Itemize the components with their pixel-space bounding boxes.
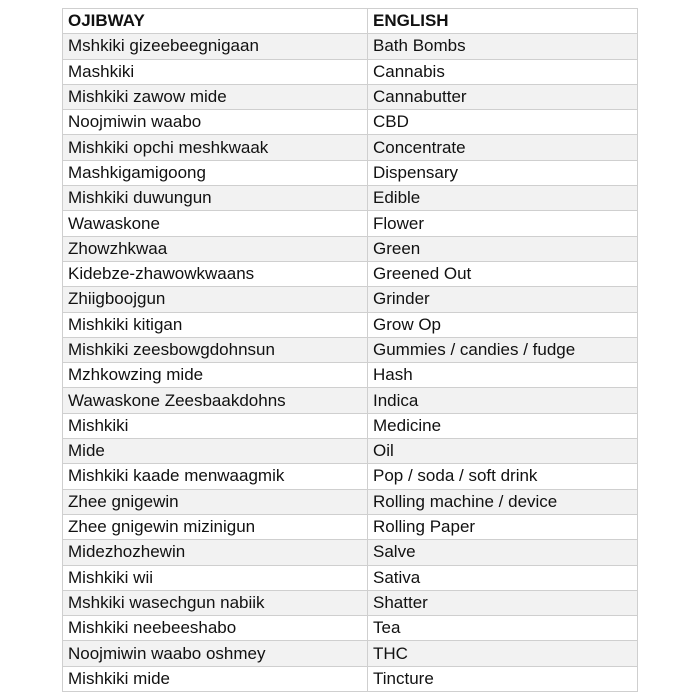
table-row [63, 160, 638, 185]
table-row [63, 363, 638, 388]
table-row [63, 186, 638, 211]
table-row [63, 514, 638, 539]
header-row [63, 9, 638, 34]
ojibway-cell: Mashkigamigoong [63, 160, 368, 185]
table-row [63, 312, 638, 337]
english-cell: Salve [368, 540, 638, 565]
column-header-english: ENGLISH [368, 9, 638, 34]
english-cell: Shatter [368, 590, 638, 615]
ojibway-cell: Wawaskone [63, 211, 368, 236]
table-row [63, 337, 638, 362]
vocabulary-table [62, 8, 638, 692]
table-row [63, 261, 638, 286]
ojibway-cell: Mishkiki duwungun [63, 186, 368, 211]
english-cell: Green [368, 236, 638, 261]
ojibway-cell: Mishkiki [63, 413, 368, 438]
ojibway-cell: Noojmiwin waabo [63, 110, 368, 135]
table-row [63, 34, 638, 59]
table-row [63, 211, 638, 236]
table-row [63, 439, 638, 464]
ojibway-cell: Mashkiki [63, 59, 368, 84]
english-cell: Medicine [368, 413, 638, 438]
table-row [63, 489, 638, 514]
table-row [63, 464, 638, 489]
english-cell: Cannabutter [368, 84, 638, 109]
ojibway-cell: Zhowzhkwaa [63, 236, 368, 261]
table-header [63, 9, 638, 34]
ojibway-cell: Mshkiki gizeebeegnigaan [63, 34, 368, 59]
english-cell: Concentrate [368, 135, 638, 160]
english-cell: Tincture [368, 666, 638, 691]
table-body [63, 34, 638, 692]
table-row [63, 641, 638, 666]
english-cell: Edible [368, 186, 638, 211]
ojibway-cell: Zhee gnigewin [63, 489, 368, 514]
table-row [63, 135, 638, 160]
english-cell: Rolling Paper [368, 514, 638, 539]
english-cell: Rolling machine / device [368, 489, 638, 514]
english-cell: Cannabis [368, 59, 638, 84]
english-cell: Flower [368, 211, 638, 236]
ojibway-cell: Mishkiki neebeeshabo [63, 616, 368, 641]
table-row [63, 110, 638, 135]
english-cell: Greened Out [368, 261, 638, 286]
english-cell: Pop / soda / soft drink [368, 464, 638, 489]
english-cell: Grow Op [368, 312, 638, 337]
ojibway-cell: Kidebze-zhawowkwaans [63, 261, 368, 286]
table-row [63, 287, 638, 312]
table-row [63, 413, 638, 438]
table-row [63, 59, 638, 84]
ojibway-cell: Mishkiki wii [63, 565, 368, 590]
table-row [63, 666, 638, 691]
english-cell: Sativa [368, 565, 638, 590]
ojibway-cell: Mishkiki zawow mide [63, 84, 368, 109]
column-header-ojibway: OJIBWAY [63, 9, 368, 34]
table-row [63, 236, 638, 261]
english-cell: Dispensary [368, 160, 638, 185]
ojibway-cell: Mshkiki wasechgun nabiik [63, 590, 368, 615]
english-cell: Bath Bombs [368, 34, 638, 59]
ojibway-cell: Mishkiki kitigan [63, 312, 368, 337]
table-row [63, 388, 638, 413]
table-row [63, 565, 638, 590]
table-row [63, 84, 638, 109]
english-cell: Tea [368, 616, 638, 641]
ojibway-cell: Mishkiki kaade menwaagmik [63, 464, 368, 489]
ojibway-cell: Mishkiki zeesbowgdohnsun [63, 337, 368, 362]
ojibway-cell: Mide [63, 439, 368, 464]
ojibway-cell: Zhee gnigewin mizinigun [63, 514, 368, 539]
english-cell: Indica [368, 388, 638, 413]
ojibway-cell: Midezhozhewin [63, 540, 368, 565]
ojibway-cell: Mishkiki opchi meshkwaak [63, 135, 368, 160]
english-cell: Oil [368, 439, 638, 464]
ojibway-cell: Mzhkowzing mide [63, 363, 368, 388]
english-cell: CBD [368, 110, 638, 135]
ojibway-cell: Noojmiwin waabo oshmey [63, 641, 368, 666]
english-cell: Grinder [368, 287, 638, 312]
table-row [63, 616, 638, 641]
table-row [63, 540, 638, 565]
ojibway-cell: Mishkiki mide [63, 666, 368, 691]
english-cell: Gummies / candies / fudge [368, 337, 638, 362]
english-cell: THC [368, 641, 638, 666]
english-cell: Hash [368, 363, 638, 388]
table-row [63, 590, 638, 615]
ojibway-cell: Wawaskone Zeesbaakdohns [63, 388, 368, 413]
ojibway-cell: Zhiigboojgun [63, 287, 368, 312]
